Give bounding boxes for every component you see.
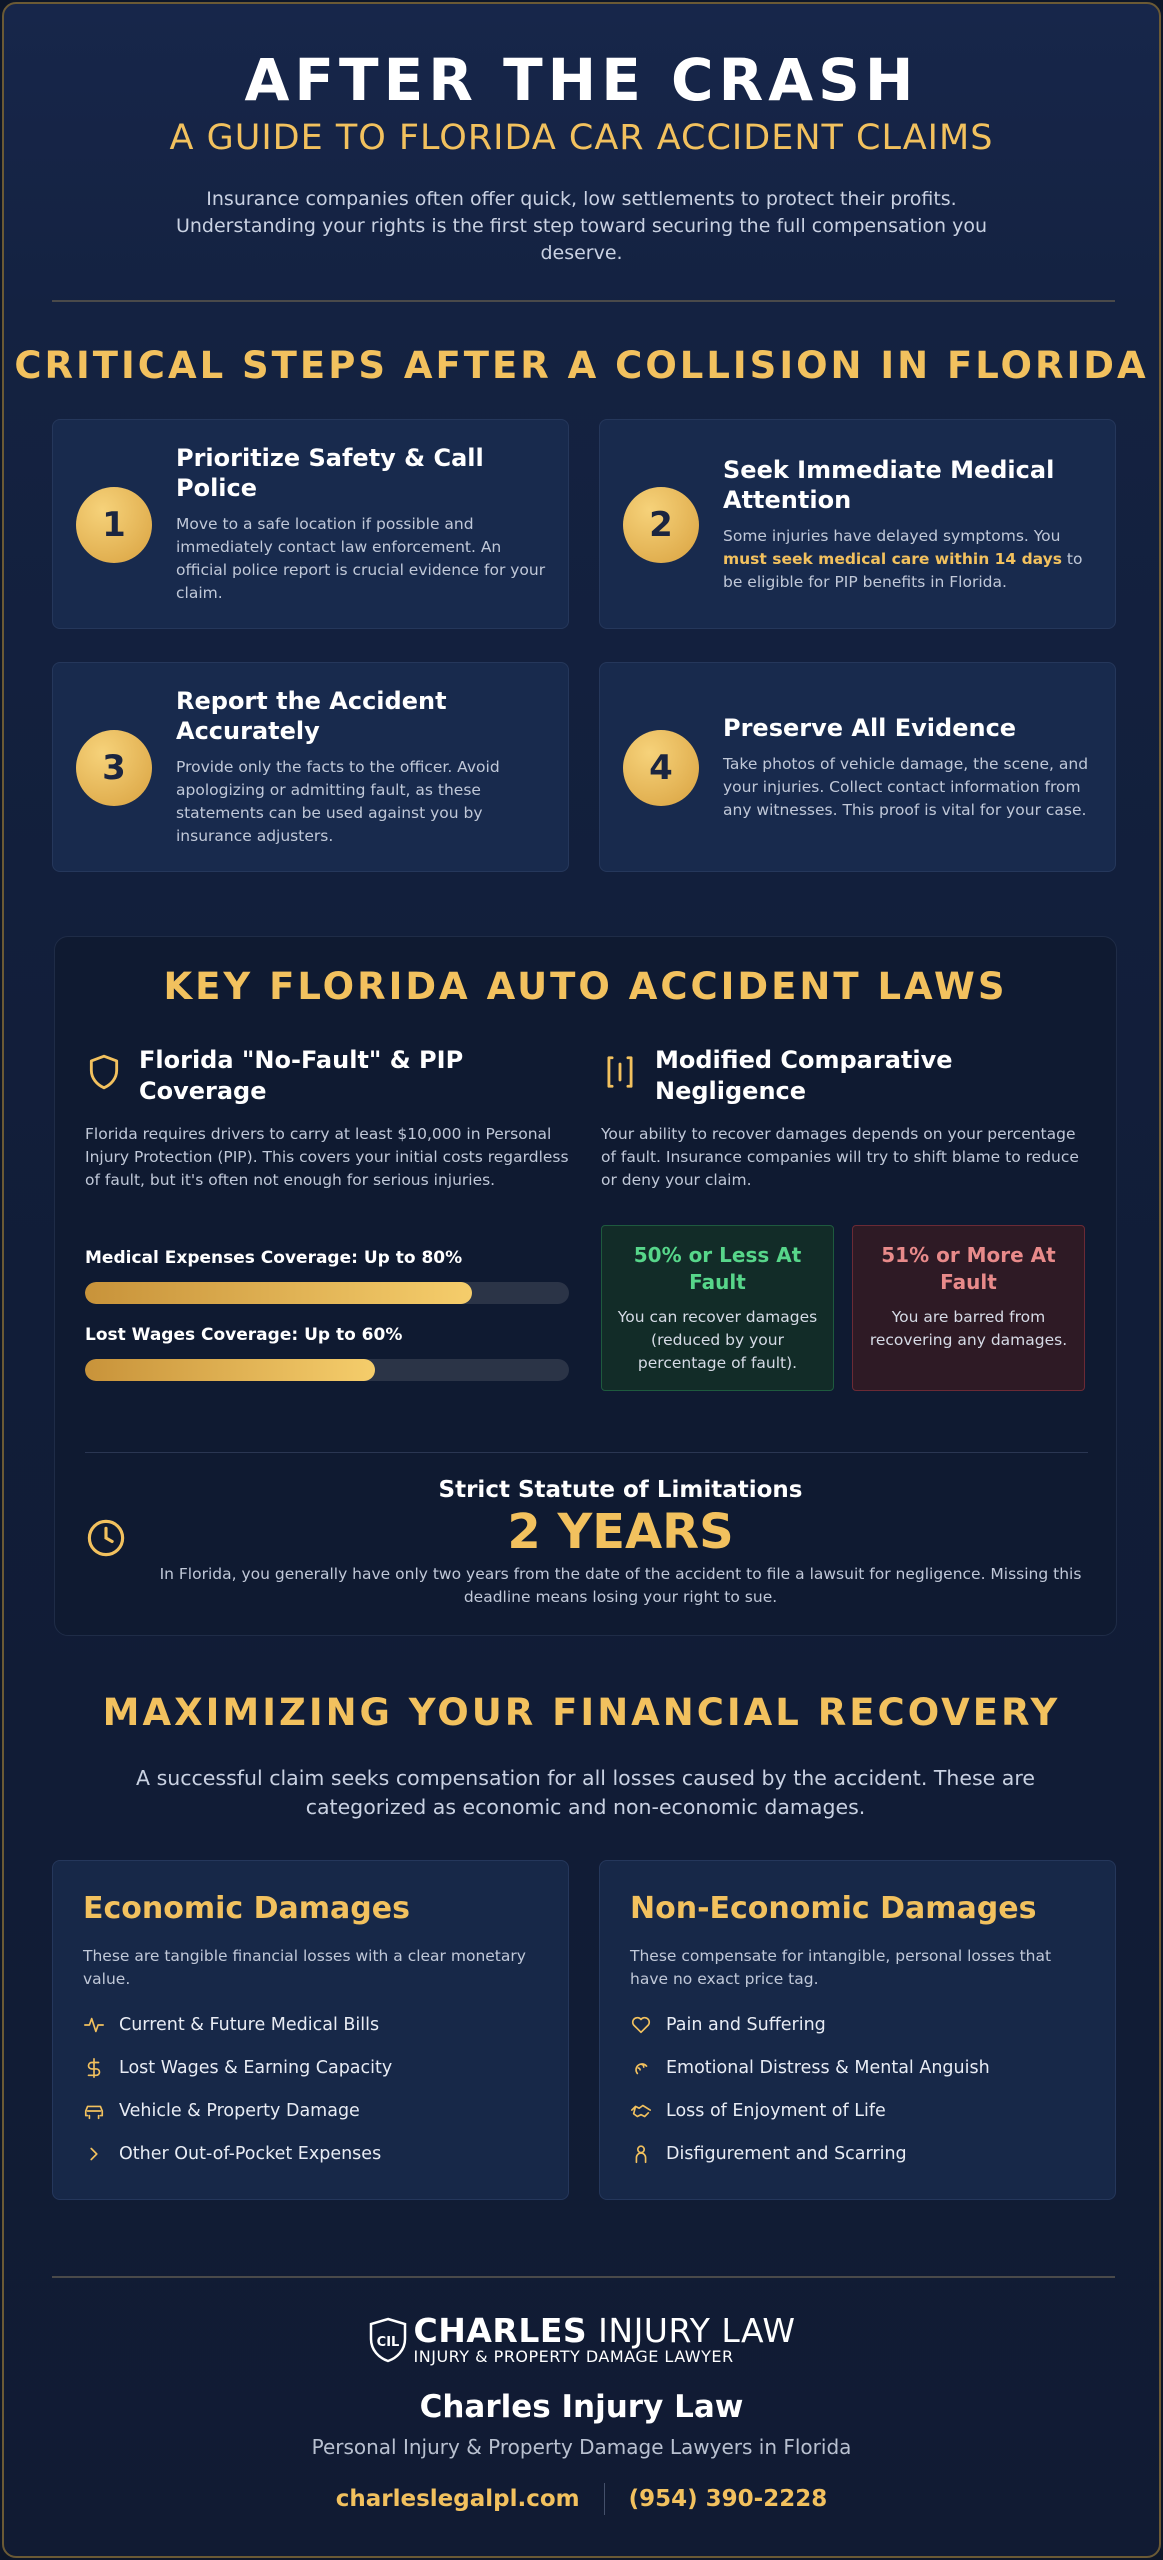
laws-section-title: KEY FLORIDA AUTO ACCIDENT LAWS [163,965,1008,1008]
step-number-badge: 2 [623,487,699,563]
shield-icon [85,1053,123,1091]
hero [4,44,1159,267]
list-item: Lost Wages & Earning Capacity [83,2046,538,2089]
economic-title: Economic Damages [83,1891,410,1926]
step-number-badge: 3 [76,730,152,806]
contact-row [4,2483,1159,2515]
economic-desc: These are tangible financial losses with a clear monetary value. [83,1947,526,1988]
step-number-badge: 4 [623,730,699,806]
list-item: Disfigurement and Scarring [630,2132,1085,2175]
pulse-icon [83,2014,105,2036]
pip-title: Florida "No-Fault" & PIP Coverage [139,1046,464,1105]
highlight-text: must seek medical care within 14 days [723,549,1062,568]
laws-panel [54,936,1117,1636]
fault-51-text: You are barred from recovering any damages. [869,1308,1068,1349]
fault-50-title: 50% or Less At Fault [633,1243,802,1294]
divider [604,2483,605,2515]
step-text: Take photos of vehicle damage, the scene, and your injuries. Collect contact information from any witnesses. This proof is vital for your case. [723,754,1089,819]
step-title: Report the Accident Accurately [176,687,447,745]
divider [85,1452,1088,1453]
hero-intro: Insurance companies often offer quick, low settlements to protect their profits. Understanding your rights is the first step toward securing the full compensation you deserve. [175,188,988,264]
chevron-right-icon [83,2143,105,2165]
firm-name: Charles Injury Law [419,2389,744,2425]
handshake-icon [630,2100,652,2122]
economic-damages-card [52,1860,569,2200]
step-title: Preserve All Evidence [723,713,1017,742]
clock-icon [85,1517,127,1559]
step-title: Prioritize Safety & Call Police [176,444,484,502]
medical-bar-label: Medical Expenses Coverage: Up to 80% [85,1248,463,1268]
pip-heading [85,1045,569,1107]
non-economic-damages-card [599,1860,1116,2200]
page-subtitle: A GUIDE TO FLORIDA CAR ACCIDENT CLAIMS [169,118,994,158]
fault-50-text: You can recover damages (reduced by your percentage of fault). [617,1308,818,1372]
step-title: Seek Immediate Medical Attention [723,455,1055,514]
fault-50-or-less-box [601,1225,834,1391]
non-economic-list [630,2003,1085,2175]
statute-value: 2 YEARS [507,1504,734,1560]
divider [52,2276,1115,2278]
logo-shield-icon [368,2317,408,2363]
fault-51-title: 51% or More At Fault [881,1243,1056,1294]
step-text: Move to a safe location if possible and immediately contact law enforcement. An official police report is crucial evidence for your claim. [176,515,546,602]
non-economic-title: Non-Economic Damages [630,1891,1037,1926]
step-number-badge: 1 [76,487,152,563]
negligence-title: Modified Comparative Negligence [655,1046,953,1105]
step-text: Provide only the facts to the officer. Avoid apologizing or admitting fault, as these statements can be used against you by insurance adjusters. [176,758,500,845]
car-icon [83,2100,105,2122]
step-card-4 [599,662,1116,872]
wages-coverage-bar [85,1359,569,1381]
divider [52,300,1115,302]
step-card-3 [52,662,569,872]
fault-51-or-more-box [852,1225,1085,1391]
step-card-1 [52,419,569,629]
dollar-icon [83,2057,105,2079]
brain-icon [630,2057,652,2079]
footer [4,2311,1159,2515]
economic-list [83,2003,538,2175]
list-item: Emotional Distress & Mental Anguish [630,2046,1085,2089]
recovery-intro: A successful claim seeks compensation for all losses caused by the accident. These are categorized as economic and non-economic damages. [136,1766,1035,1819]
steps-section-title: CRITICAL STEPS AFTER A COLLISION IN FLORIDA [14,344,1149,387]
medical-coverage-fill [85,1282,472,1304]
page-title: AFTER THE CRASH [244,46,919,114]
list-item: Other Out-of-Pocket Expenses [83,2132,538,2175]
step-text: Some injuries have delayed symptoms. You must seek medical care within 14 days to be eligible for PIP benefits in Florida. [723,526,1083,591]
heart-icon [630,2014,652,2036]
non-economic-desc: These compensate for intangible, personal losses that have no exact price tag. [630,1947,1052,1988]
negligence-heading [601,1045,1088,1107]
logo-wordmark: CHARLES INJURY LAW [413,2311,796,2350]
infographic [2,2,1161,2558]
list-item: Vehicle & Property Damage [83,2089,538,2132]
list-item: Pain and Suffering [630,2003,1085,2046]
firm-logo [368,2311,796,2366]
list-item: Current & Future Medical Bills [83,2003,538,2046]
logo-subtitle: INJURY & PROPERTY DAMAGE LAWYER [413,2347,734,2366]
wages-coverage-fill [85,1359,375,1381]
step-card-2 [599,419,1116,629]
statute-block [155,1475,1086,1609]
scale-icon [601,1053,639,1091]
recovery-section-title: MAXIMIZING YOUR FINANCIAL RECOVERY [102,1691,1061,1734]
person-icon [630,2143,652,2165]
negligence-text: Your ability to recover damages depends on your percentage of fault. Insurance companies will try to shift blame to reduce or deny your claim. [601,1125,1079,1189]
firm-tagline: Personal Injury & Property Damage Lawyers in Florida [311,2435,852,2459]
pip-text: Florida requires drivers to carry at least $10,000 in Personal Injury Protection (PIP). This covers your initial costs regardless of fault, but it's often not enough for serious injuries. [85,1125,569,1189]
medical-coverage-bar [85,1282,569,1304]
svg-text:CIL: CIL [376,2335,399,2350]
website-link[interactable]: charleslegalpl.com [335,2486,580,2512]
wages-bar-label: Lost Wages Coverage: Up to 60% [85,1325,403,1345]
statute-text: In Florida, you generally have only two years from the date of the accident to file a lawsuit for negligence. Missing this deadline means losing your right to sue. [159,1565,1082,1606]
phone-link[interactable]: (954) 390-2228 [628,2486,828,2512]
statute-title: Strict Statute of Limitations [438,1477,803,1503]
list-item: Loss of Enjoyment of Life [630,2089,1085,2132]
